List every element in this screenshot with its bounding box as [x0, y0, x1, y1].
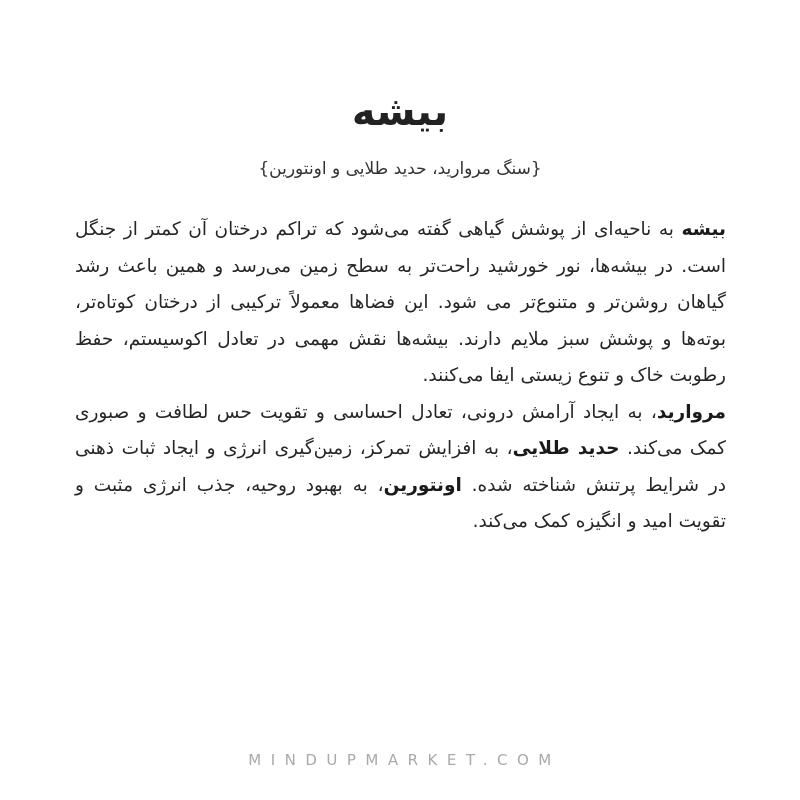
term-bisheh: بیشه	[681, 219, 726, 240]
paragraph-stones	[75, 395, 726, 541]
term-aventurine: اونتورین	[383, 474, 462, 496]
pearl-text: ، به ایجاد آرامش درونی، تعادل احساسی و تقویت حس لطافت و صبوری کمک می‌کند.	[75, 401, 726, 459]
page-subtitle: {سنگ مروارید، حدید طلایی و اونتورین}	[258, 159, 542, 179]
footer-website: MINDUPMARKET.COM	[248, 751, 561, 769]
term-pearl: مروارید	[656, 401, 726, 423]
page-title: بیشه	[351, 89, 449, 135]
golden-hematite-text: ، به افزایش تمرکز، زمین‌گیری انرژی و ایجاد ثبات ذهنی در شرایط پرتنش شناخته شده.	[75, 438, 726, 496]
body-text	[75, 212, 726, 541]
term-golden-hematite: حدید طلایی	[512, 438, 620, 459]
paragraph-description	[75, 212, 726, 395]
aventurine-text: ، به بهبود روحیه، جذب انرژی مثبت و تقویت امید و انگیزه کمک می‌کند.	[75, 474, 726, 532]
description-text: به ناحیه‌ای از پوشش گیاهی گفته می‌شود که تراکم درختان آن کمتر از جنگل است. در بیشه‌ها، نور خورشید راحت‌تر به سطح زمین می‌رسد و همین باعث رشد گیاهان روشن‌تر و متنوع‌تر می شود. این فضاها معمولاً ترکیبی از درختان کوتاه‌تر، بوته‌ها و پوشش سبز ملایم دارند. بیشه‌ها نقش مهمی در تعادل اکوسیستم، حفظ رطوبت خاک و تنوع زیستی ایفا می‌کنند.	[75, 219, 726, 386]
